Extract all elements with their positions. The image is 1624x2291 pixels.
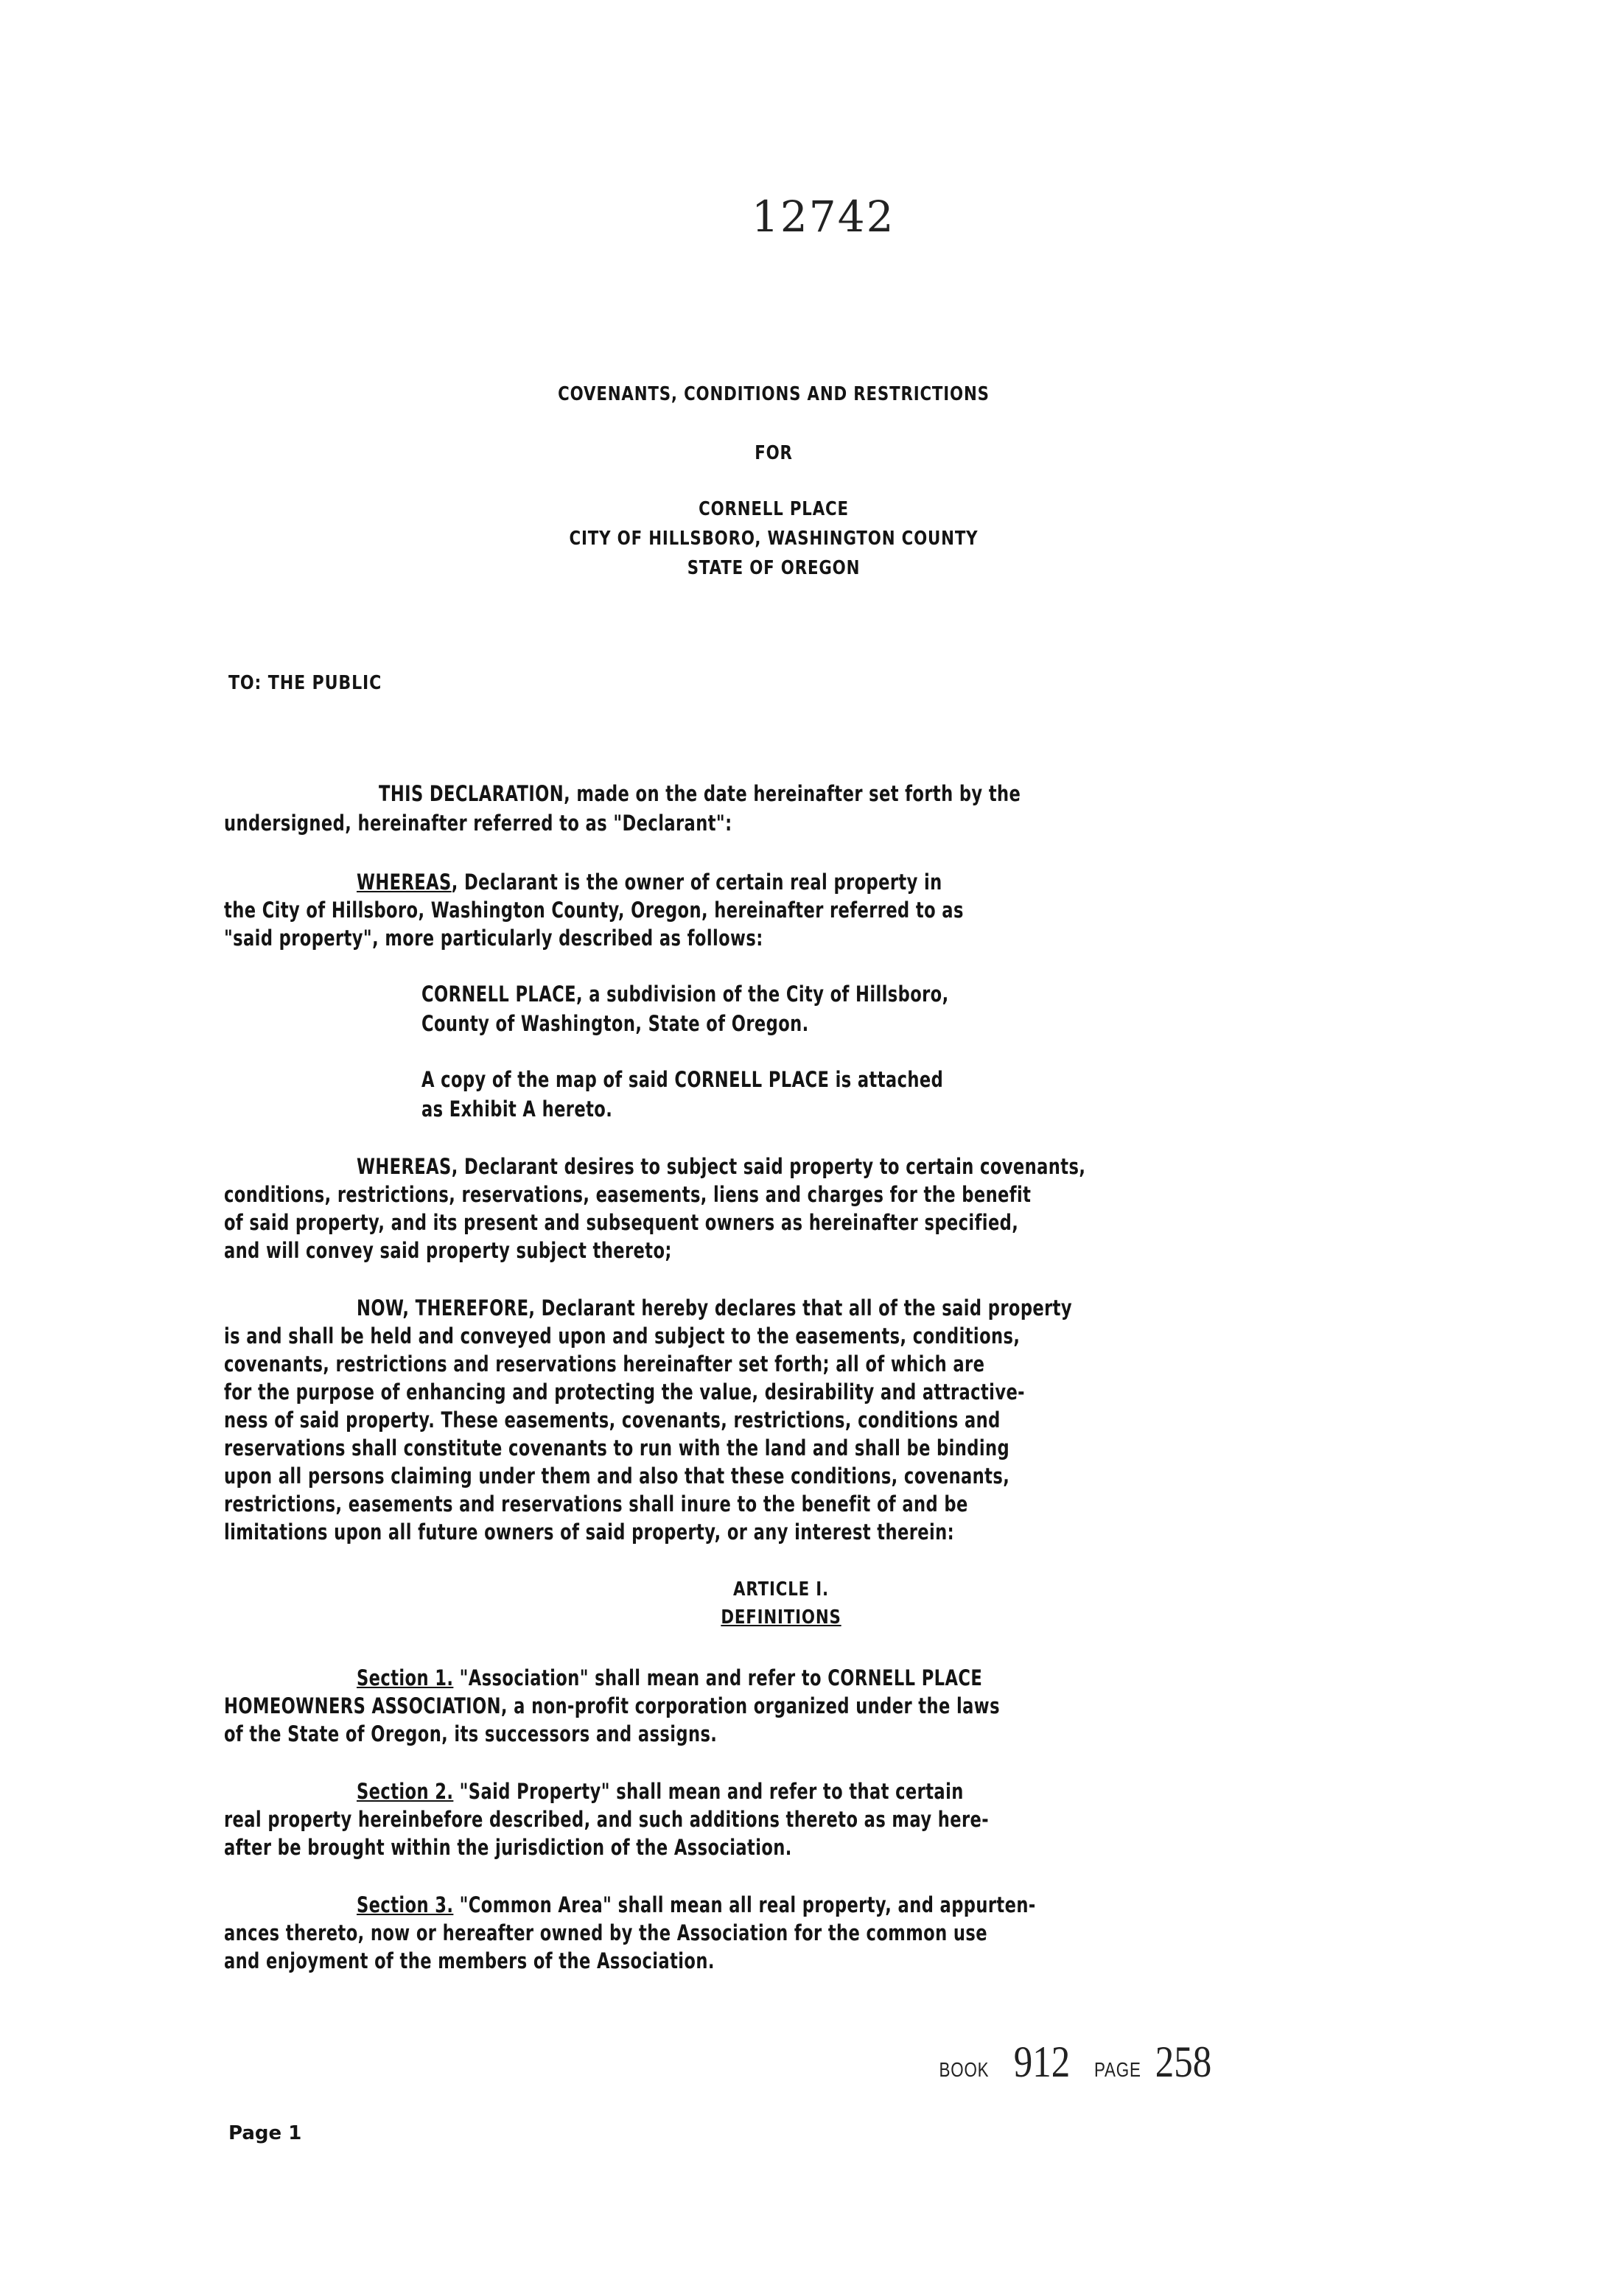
title-line-1: COVENANTS, CONDITIONS AND RESTRICTIONS <box>558 383 990 405</box>
paragraph-6-line-8: restrictions, easements and reservations shall inure to the benefit of and be <box>224 1491 968 1517</box>
section-3-line-3: and enjoyment of the members of the Association. <box>224 1948 715 1973</box>
paragraph-1-line-1: THIS DECLARATION, made on the date hereinafter set forth by the <box>379 781 1021 806</box>
section-3-line-1 <box>357 1892 1036 1917</box>
section-2-line-1 <box>357 1779 964 1804</box>
paragraph-2-line-3: "said property", more particularly described as follows: <box>224 926 763 951</box>
paragraph-3-line-1: CORNELL PLACE, a subdivision of the City of Hillsboro, <box>421 982 949 1007</box>
paragraph-5-line-3: of said property, and its present and subsequent owners as hereinafter specified, <box>224 1210 1019 1235</box>
title-line-3: CORNELL PLACE <box>699 498 849 520</box>
section-3-line-1-text: "Common Area" shall mean all real property, and appurten- <box>453 1892 1036 1917</box>
book-page-stamp <box>933 2037 1217 2088</box>
book-label: BOOK <box>939 2058 990 2081</box>
article-number: ARTICLE I. <box>733 1578 829 1601</box>
page-number-stamp: 258 <box>1155 2038 1211 2086</box>
page-label-stamp: PAGE <box>1093 2058 1141 2081</box>
paragraph-4-line-1: A copy of the map of said CORNELL PLACE is attached <box>421 1067 944 1092</box>
section-2-line-1-text: "Said Property" shall mean and refer to that certain <box>453 1779 964 1804</box>
paragraph-2-line-2: the City of Hillsboro, Washington County, Oregon, hereinafter referred to as <box>224 898 964 923</box>
paragraph-6-line-3: covenants, restrictions and reservations hereinafter set forth; all of which are <box>224 1351 985 1377</box>
addressee-line: TO: THE PUBLIC <box>228 672 382 694</box>
paragraph-6-line-1: NOW, THEREFORE, Declarant hereby declares that all of the said property <box>357 1295 1073 1321</box>
book-number: 912 <box>1013 2038 1071 2086</box>
paragraph-5-line-1: WHEREAS, Declarant desires to subject said property to certain covenants, <box>357 1154 1086 1179</box>
paragraph-6-line-5: ness of said property. These easements, covenants, restrictions, conditions and <box>224 1407 1001 1433</box>
paragraph-6-line-2: is and shall be held and conveyed upon and subject to the easements, conditions, <box>224 1323 1021 1349</box>
paragraph-3-line-2: County of Washington, State of Oregon. <box>421 1011 809 1036</box>
section-3-line-2: ances thereto, now or hereafter owned by the Association for the common use <box>224 1920 987 1945</box>
section-1-label: Section 1. <box>357 1665 454 1690</box>
paragraph-5-line-2: conditions, restrictions, reservations, easements, liens and charges for the benefit <box>224 1182 1032 1207</box>
paragraph-6-line-7: upon all persons claiming under them and also that these conditions, covenants, <box>224 1463 1010 1489</box>
section-1-line-3: of the State of Oregon, its successors and assigns. <box>224 1721 718 1746</box>
paragraph-5-line-4: and will convey said property subject thereto; <box>224 1238 672 1263</box>
paragraph-6-line-6: reservations shall constitute covenants to run with the land and shall be binding <box>224 1435 1010 1461</box>
whereas-lead: WHEREAS <box>357 870 452 895</box>
section-2-line-3: after be brought within the jurisdiction of the Association. <box>224 1835 792 1860</box>
section-2-line-2: real property hereinbefore described, and such additions thereto as may here- <box>224 1807 990 1832</box>
document-number: 12742 <box>752 192 895 242</box>
page-footer-label: Page 1 <box>228 2122 302 2144</box>
paragraph-4-line-2: as Exhibit A hereto. <box>421 1096 613 1122</box>
paragraph-6-line-9: limitations upon all future owners of said property, or any interest therein: <box>224 1519 955 1545</box>
section-1-line-2: HOMEOWNERS ASSOCIATION, a non-profit corporation organized under the laws <box>224 1693 1000 1718</box>
article-name: DEFINITIONS <box>721 1606 841 1629</box>
paragraph-6-line-4: for the purpose of enhancing and protecting the value, desirability and attractive- <box>224 1379 1025 1405</box>
section-1-line-1 <box>357 1665 982 1690</box>
title-line-5: STATE OF OREGON <box>687 557 861 579</box>
title-line-4: CITY OF HILLSBORO, WASHINGTON COUNTY <box>569 528 979 550</box>
paragraph-2-line-1-rest: , Declarant is the owner of certain real property in <box>451 870 942 895</box>
section-1-line-1-text: "Association" shall mean and refer to CORNELL PLACE <box>453 1665 983 1690</box>
section-3-label: Section 3. <box>357 1892 454 1917</box>
paragraph-1-line-2: undersigned, hereinafter referred to as "Declarant": <box>224 811 732 836</box>
section-2-label: Section 2. <box>357 1779 454 1804</box>
title-line-2: FOR <box>755 442 793 464</box>
paragraph-2-line-1 <box>357 870 942 895</box>
